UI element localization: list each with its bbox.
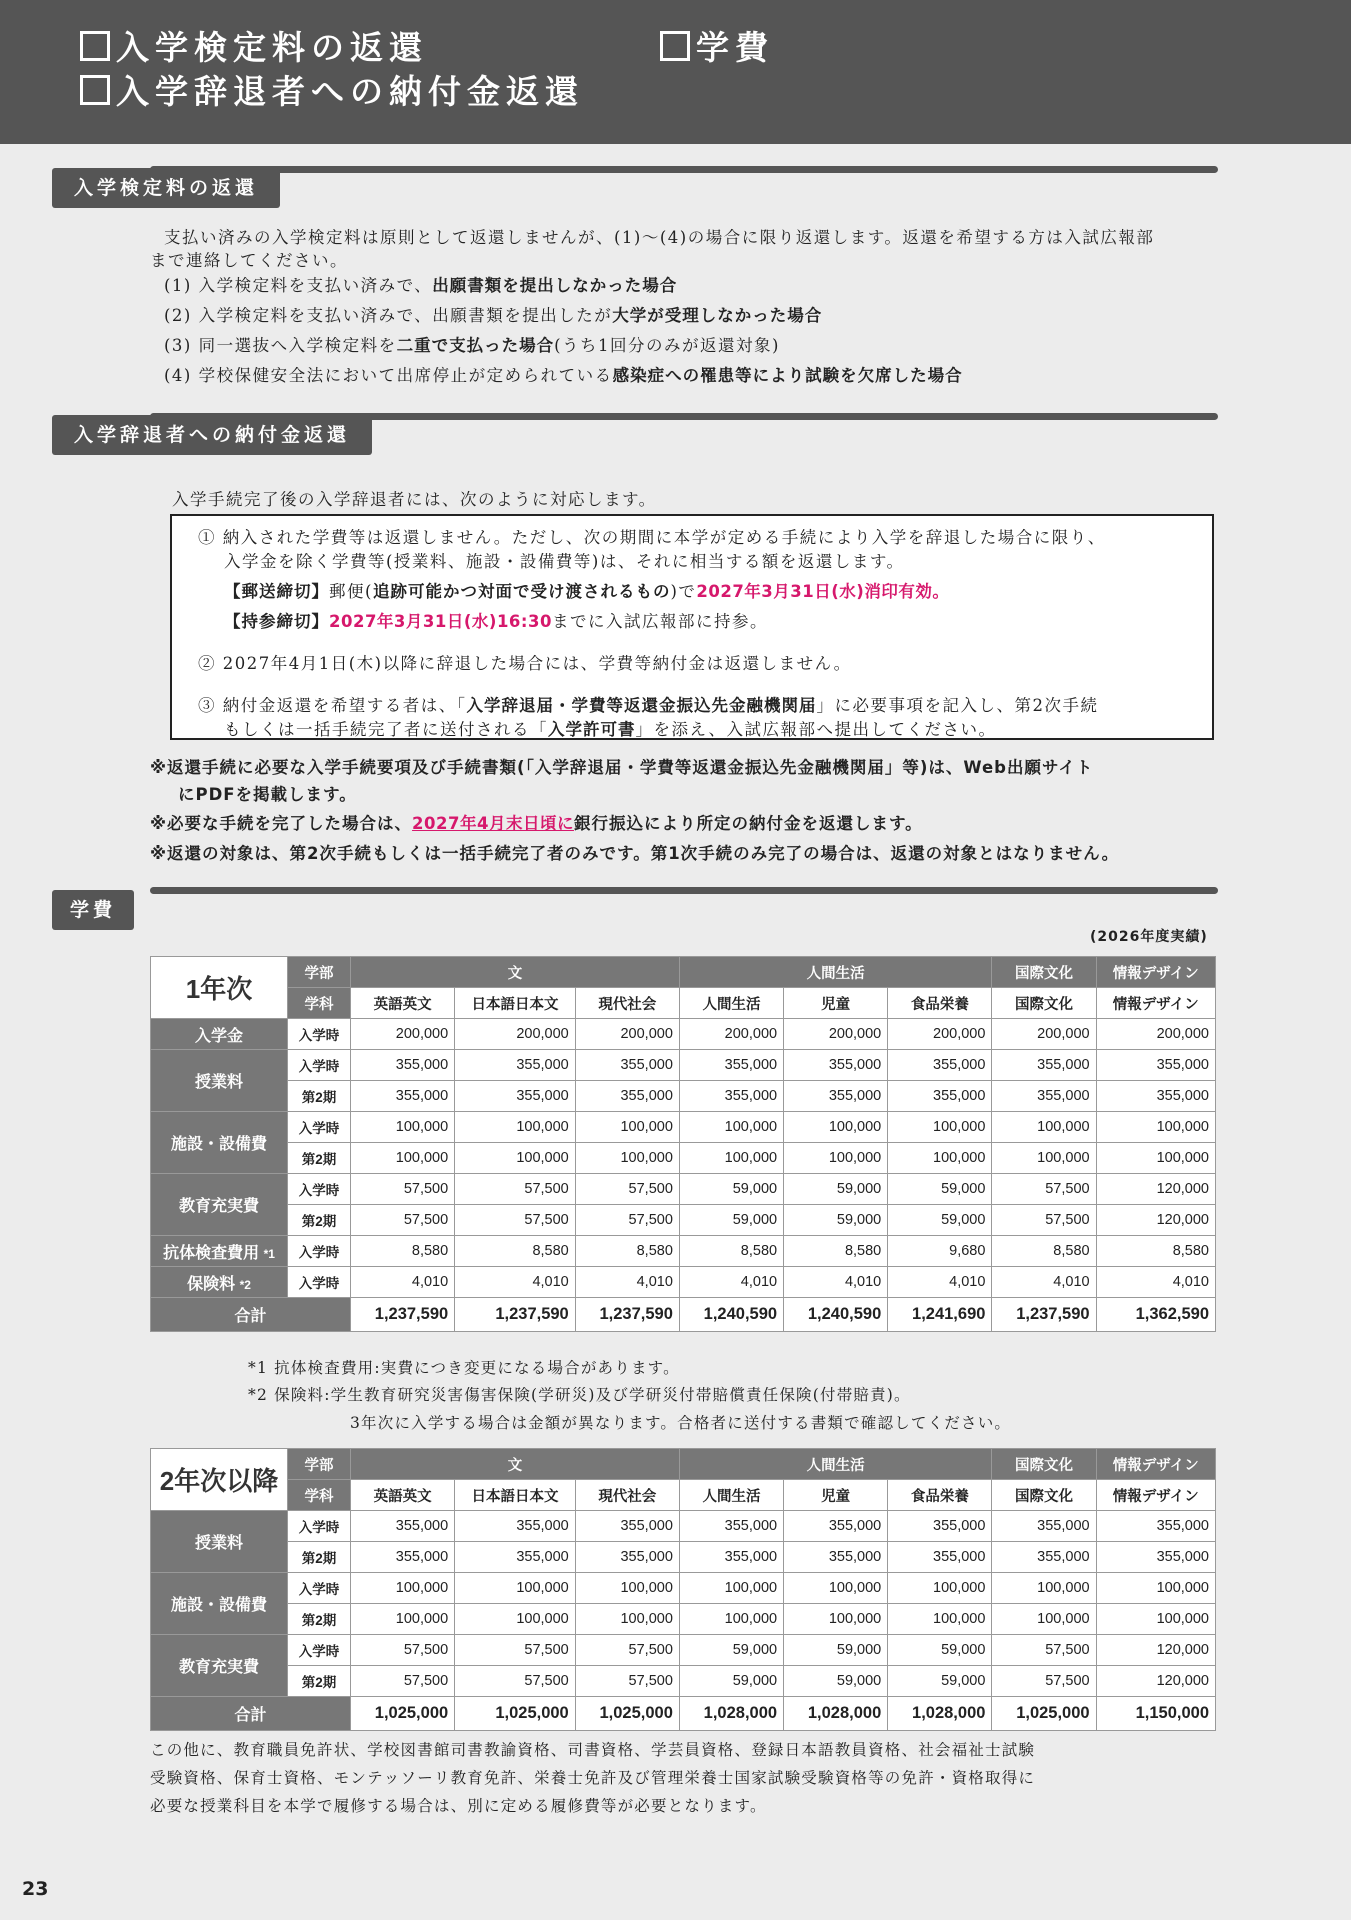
fee-value: 100,000 [575, 1112, 679, 1143]
fee-value: 100,000 [575, 1573, 679, 1604]
dept-header: 現代社会 [575, 1480, 679, 1511]
fee-value: 100,000 [455, 1573, 576, 1604]
fee-value: 355,000 [351, 1081, 455, 1112]
dept-header: 情報デザイン [1096, 1480, 1215, 1511]
table-row [151, 1112, 1216, 1143]
fee-value: 59,000 [888, 1205, 992, 1236]
dept-header: 児童 [784, 988, 888, 1019]
fee-value: 59,000 [784, 1666, 888, 1697]
total-value: 1,240,590 [679, 1298, 783, 1332]
fee-value: 200,000 [888, 1019, 992, 1050]
fee-value: 100,000 [1096, 1573, 1215, 1604]
dept-header: 情報デザイン [1096, 988, 1215, 1019]
fee-value: 9,680 [888, 1236, 992, 1267]
page-number: 23 [22, 1878, 49, 1900]
fee-value: 355,000 [455, 1511, 576, 1542]
fee-value: 355,000 [992, 1081, 1096, 1112]
section-heading-withdrawal: 入学辞退者への納付金返還 [52, 415, 372, 455]
table-row [151, 1267, 1216, 1298]
fee-value: 100,000 [679, 1604, 783, 1635]
fee-value: 100,000 [1096, 1604, 1215, 1635]
table-row [151, 1573, 1216, 1604]
fee-value: 4,010 [455, 1267, 576, 1298]
fee-value: 200,000 [351, 1019, 455, 1050]
fee-period: 第2期 [288, 1205, 351, 1236]
fee-value: 355,000 [351, 1050, 455, 1081]
mail-deadline: 【郵送締切】郵便(追跡可能かつ対面で受け渡されるもの)で2027年3月31日(水)消印有効。 [224, 582, 950, 601]
table-row [151, 1143, 1216, 1174]
total-value: 1,028,000 [679, 1697, 783, 1731]
fee-value: 100,000 [784, 1604, 888, 1635]
fee-value: 100,000 [784, 1143, 888, 1174]
table-row [151, 1666, 1216, 1697]
fee-value: 100,000 [351, 1112, 455, 1143]
fee-value: 355,000 [784, 1081, 888, 1112]
fee-value: 200,000 [679, 1019, 783, 1050]
fee-item-label: 抗体検査費用 *1 [151, 1236, 288, 1267]
fee-period: 入学時 [288, 1573, 351, 1604]
fee-value: 200,000 [1096, 1019, 1215, 1050]
fee-period: 入学時 [288, 1174, 351, 1205]
dept-header: 食品栄養 [888, 988, 992, 1019]
total-row [151, 1697, 1216, 1731]
fee-value: 8,580 [351, 1236, 455, 1267]
fee-value: 355,000 [888, 1081, 992, 1112]
fee-value: 8,580 [784, 1236, 888, 1267]
fee-value: 59,000 [679, 1666, 783, 1697]
fee-item-label: 授業料 [151, 1511, 288, 1573]
faculty-header: 情報デザイン [1096, 1449, 1215, 1480]
checkbox-icon [660, 31, 690, 61]
fee-value: 100,000 [679, 1143, 783, 1174]
fee-value: 120,000 [1096, 1174, 1215, 1205]
table-row [151, 1174, 1216, 1205]
fee-value: 100,000 [455, 1143, 576, 1174]
tuition-table-year2plus [150, 1448, 1216, 1731]
fee-value: 355,000 [1096, 1542, 1215, 1573]
fee-value: 355,000 [888, 1511, 992, 1542]
fee-value: 4,010 [679, 1267, 783, 1298]
fee-value: 8,580 [455, 1236, 576, 1267]
dept-header: 国際文化 [992, 988, 1096, 1019]
fee-value: 100,000 [888, 1112, 992, 1143]
faculty-header: 国際文化 [992, 957, 1096, 988]
fee-value: 355,000 [992, 1050, 1096, 1081]
fee-value: 355,000 [575, 1081, 679, 1112]
fee-period: 入学時 [288, 1267, 351, 1298]
fee-value: 4,010 [351, 1267, 455, 1298]
total-value: 1,028,000 [784, 1697, 888, 1731]
fee-value: 59,000 [888, 1174, 992, 1205]
fee-value: 59,000 [679, 1205, 783, 1236]
dept-header: 英語英文 [351, 1480, 455, 1511]
fee-item-label: 教育充実費 [151, 1635, 288, 1697]
footnote: *1 抗体検査費用:実費につき変更になる場合があります。 [248, 1359, 680, 1377]
faculty-header: 情報デザイン [1096, 957, 1215, 988]
total-value: 1,025,000 [992, 1697, 1096, 1731]
fee-value: 100,000 [888, 1604, 992, 1635]
checkbox-icon [80, 75, 110, 105]
faculty-header: 人間生活 [679, 1449, 992, 1480]
section-heading-exam-fee: 入学検定料の返還 [52, 168, 280, 208]
fee-value: 100,000 [992, 1143, 1096, 1174]
fee-value: 120,000 [1096, 1205, 1215, 1236]
fee-value: 100,000 [455, 1604, 576, 1635]
total-value: 1,237,590 [992, 1298, 1096, 1332]
list-item: (1) 入学検定料を支払い済みで、出願書類を提出しなかった場合 [164, 276, 678, 295]
fee-value: 4,010 [575, 1267, 679, 1298]
fee-value: 355,000 [575, 1511, 679, 1542]
bring-deadline: 【持参締切】2027年3月31日(水)16:30までに入試広報部に持参。 [224, 612, 768, 631]
fee-value: 59,000 [784, 1205, 888, 1236]
fee-value: 57,500 [575, 1635, 679, 1666]
fee-value: 100,000 [351, 1143, 455, 1174]
fee-value: 57,500 [455, 1635, 576, 1666]
total-value: 1,028,000 [888, 1697, 992, 1731]
fee-value: 100,000 [679, 1112, 783, 1143]
section-rule [150, 887, 1218, 894]
fee-value: 100,000 [351, 1604, 455, 1635]
header-faculty: 学部 [288, 957, 351, 988]
header-item-refund-withdrawal: 入学辞退者への納付金返還 [80, 72, 584, 112]
fee-value: 355,000 [575, 1542, 679, 1573]
dept-header: 日本語日本文 [455, 988, 576, 1019]
faculty-header: 文 [351, 957, 680, 988]
fee-item-label: 施設・設備費 [151, 1112, 288, 1174]
withdrawal-rules-box: ① 納入された学費等は返還しません。ただし、次の期間に本学が定める手続により入学を辞退した場合に限り、 入学金を除く学費等(授業料、施設・設備費等)は、それに相当する額を返還します。 【郵送締切】郵便(追跡可能かつ対面で受け渡されるもの)で2027年3月31日(水)消印有効。 【持参締切】2027年3月31日(水)16:30までに入試広報部に持参。 ② 2027年4月1日(木)以降に辞退した場合には、学費等納付金は返還しません。 ③ 納付金返還を希望する者は、「入学辞退届・学費等返還金振込先金融機関届」に必要事項を記入し、第2次手続 もしくは一括手続完了者に送付される「入学許可書」を添え、入試広報部へ提出してください。 [170, 514, 1214, 740]
table-row [151, 1635, 1216, 1666]
fee-value: 355,000 [455, 1050, 576, 1081]
fee-value: 59,000 [679, 1635, 783, 1666]
faculty-header: 国際文化 [992, 1449, 1096, 1480]
fee-value: 4,010 [888, 1267, 992, 1298]
dept-header: 児童 [784, 1480, 888, 1511]
table-row [151, 1205, 1216, 1236]
faculty-header: 人間生活 [679, 957, 992, 988]
list-item: (3) 同一選抜へ入学検定料を二重で支払った場合(うち1回分のみが返還対象) [164, 336, 780, 355]
header-item-tuition: 学費 [660, 28, 774, 68]
fee-value: 100,000 [1096, 1112, 1215, 1143]
fee-value: 355,000 [784, 1050, 888, 1081]
total-label: 合計 [151, 1298, 351, 1332]
fee-value: 57,500 [575, 1174, 679, 1205]
fee-value: 59,000 [784, 1174, 888, 1205]
dept-header: 英語英文 [351, 988, 455, 1019]
fee-value: 120,000 [1096, 1666, 1215, 1697]
fee-period: 入学時 [288, 1050, 351, 1081]
fee-value: 355,000 [679, 1050, 783, 1081]
header-dept: 学科 [288, 988, 351, 1019]
tuition-table-year1 [150, 956, 1216, 1332]
fee-value: 57,500 [455, 1205, 576, 1236]
fee-value: 355,000 [1096, 1050, 1215, 1081]
table-row [151, 1019, 1216, 1050]
header-item-refund-exam-fee: 入学検定料の返還 [80, 28, 428, 68]
fee-value: 100,000 [679, 1573, 783, 1604]
footnote: 3年次に入学する場合は金額が異なります。合格者に送付する書類で確認してください。 [350, 1414, 1012, 1432]
fee-value: 100,000 [455, 1112, 576, 1143]
fee-period: 第2期 [288, 1143, 351, 1174]
fee-item-label: 教育充実費 [151, 1174, 288, 1236]
fee-value: 8,580 [1096, 1236, 1215, 1267]
fee-value: 355,000 [679, 1542, 783, 1573]
fee-value: 355,000 [575, 1050, 679, 1081]
fee-value: 57,500 [992, 1205, 1096, 1236]
header-dept: 学科 [288, 1480, 351, 1511]
fee-value: 57,500 [455, 1666, 576, 1697]
fee-value: 59,000 [888, 1635, 992, 1666]
fee-value: 4,010 [1096, 1267, 1215, 1298]
fee-period: 第2期 [288, 1081, 351, 1112]
fee-value: 100,000 [992, 1112, 1096, 1143]
fee-value: 355,000 [455, 1081, 576, 1112]
fee-period: 入学時 [288, 1511, 351, 1542]
fee-value: 200,000 [455, 1019, 576, 1050]
fee-value: 355,000 [351, 1511, 455, 1542]
fee-value: 57,500 [992, 1635, 1096, 1666]
total-value: 1,241,690 [888, 1298, 992, 1332]
fee-value: 57,500 [575, 1205, 679, 1236]
fee-item-label: 施設・設備費 [151, 1573, 288, 1635]
fee-value: 100,000 [888, 1143, 992, 1174]
fee-value: 57,500 [351, 1174, 455, 1205]
fee-value: 57,500 [992, 1174, 1096, 1205]
fee-value: 100,000 [1096, 1143, 1215, 1174]
withdrawal-intro: 入学手続完了後の入学辞退者には、次のように対応します。 [172, 490, 657, 509]
dept-header: 人間生活 [679, 1480, 783, 1511]
fee-value: 355,000 [679, 1511, 783, 1542]
year-label: 2年次以降 [151, 1449, 288, 1511]
total-value: 1,237,590 [575, 1298, 679, 1332]
section-heading-tuition: 学費 [52, 890, 134, 930]
fee-value: 200,000 [575, 1019, 679, 1050]
fee-value: 355,000 [992, 1542, 1096, 1573]
fee-value: 100,000 [992, 1573, 1096, 1604]
fee-value: 355,000 [1096, 1511, 1215, 1542]
list-item: (2) 入学検定料を支払い済みで、出願書類を提出したが大学が受理しなかった場合 [164, 306, 823, 325]
dept-header: 人間生活 [679, 988, 783, 1019]
fee-value: 57,500 [351, 1635, 455, 1666]
fee-value: 100,000 [784, 1112, 888, 1143]
list-item: (4) 学校保健安全法において出席停止が定められている感染症への罹患等により試験を欠席した場合 [164, 366, 963, 385]
fee-value: 100,000 [992, 1604, 1096, 1635]
fee-value: 355,000 [888, 1050, 992, 1081]
header-faculty: 学部 [288, 1449, 351, 1480]
fee-period: 入学時 [288, 1236, 351, 1267]
fee-value: 355,000 [784, 1542, 888, 1573]
dept-header: 食品栄養 [888, 1480, 992, 1511]
fee-period: 第2期 [288, 1666, 351, 1697]
fee-period: 入学時 [288, 1635, 351, 1666]
fee-value: 57,500 [992, 1666, 1096, 1697]
fee-value: 355,000 [784, 1511, 888, 1542]
total-value: 1,150,000 [1096, 1697, 1215, 1731]
dept-header: 現代社会 [575, 988, 679, 1019]
page-header [0, 0, 1351, 144]
fee-value: 59,000 [888, 1666, 992, 1697]
table-row [151, 1081, 1216, 1112]
fee-value: 355,000 [888, 1542, 992, 1573]
fee-value: 57,500 [455, 1174, 576, 1205]
fee-period: 第2期 [288, 1604, 351, 1635]
fee-value: 355,000 [455, 1542, 576, 1573]
fee-item-label: 授業料 [151, 1050, 288, 1112]
fee-value: 355,000 [351, 1542, 455, 1573]
fee-value: 355,000 [992, 1511, 1096, 1542]
fee-value: 8,580 [992, 1236, 1096, 1267]
fee-value: 57,500 [351, 1666, 455, 1697]
fee-value: 57,500 [575, 1666, 679, 1697]
fee-period: 第2期 [288, 1542, 351, 1573]
fee-value: 4,010 [992, 1267, 1096, 1298]
year-note: (2026年度実績) [1090, 929, 1208, 945]
fee-value: 100,000 [784, 1573, 888, 1604]
fee-value: 100,000 [575, 1604, 679, 1635]
fee-value: 59,000 [679, 1174, 783, 1205]
fee-value: 4,010 [784, 1267, 888, 1298]
fee-value: 100,000 [888, 1573, 992, 1604]
table-row [151, 1542, 1216, 1573]
dept-header: 国際文化 [992, 1480, 1096, 1511]
fee-value: 200,000 [784, 1019, 888, 1050]
faculty-header: 文 [351, 1449, 680, 1480]
table-row [151, 1511, 1216, 1542]
total-value: 1,240,590 [784, 1298, 888, 1332]
footnote: *2 保険料:学生教育研究災害傷害保険(学研災)及び学研災付帯賠償責任保険(付帯賠責)。 [248, 1386, 911, 1404]
fee-item-label: 保険料 *2 [151, 1267, 288, 1298]
year-label: 1年次 [151, 957, 288, 1019]
fee-item-label: 入学金 [151, 1019, 288, 1050]
fee-value: 100,000 [351, 1573, 455, 1604]
dept-header: 日本語日本文 [455, 1480, 576, 1511]
total-value: 1,025,000 [455, 1697, 576, 1731]
total-row [151, 1298, 1216, 1332]
fee-value: 355,000 [679, 1081, 783, 1112]
table-row [151, 1604, 1216, 1635]
fee-value: 8,580 [679, 1236, 783, 1267]
fee-period: 入学時 [288, 1019, 351, 1050]
fee-value: 120,000 [1096, 1635, 1215, 1666]
fee-value: 8,580 [575, 1236, 679, 1267]
total-value: 1,025,000 [575, 1697, 679, 1731]
fee-value: 355,000 [1096, 1081, 1215, 1112]
table-row [151, 1050, 1216, 1081]
section-rule [150, 166, 1218, 173]
checkbox-icon [80, 31, 110, 61]
total-value: 1,237,590 [455, 1298, 576, 1332]
total-label: 合計 [151, 1697, 351, 1731]
total-value: 1,237,590 [351, 1298, 455, 1332]
table-row [151, 1236, 1216, 1267]
total-value: 1,025,000 [351, 1697, 455, 1731]
total-value: 1,362,590 [1096, 1298, 1215, 1332]
fee-value: 57,500 [351, 1205, 455, 1236]
fee-period: 入学時 [288, 1112, 351, 1143]
fee-value: 100,000 [575, 1143, 679, 1174]
fee-value: 200,000 [992, 1019, 1096, 1050]
fee-value: 59,000 [784, 1635, 888, 1666]
